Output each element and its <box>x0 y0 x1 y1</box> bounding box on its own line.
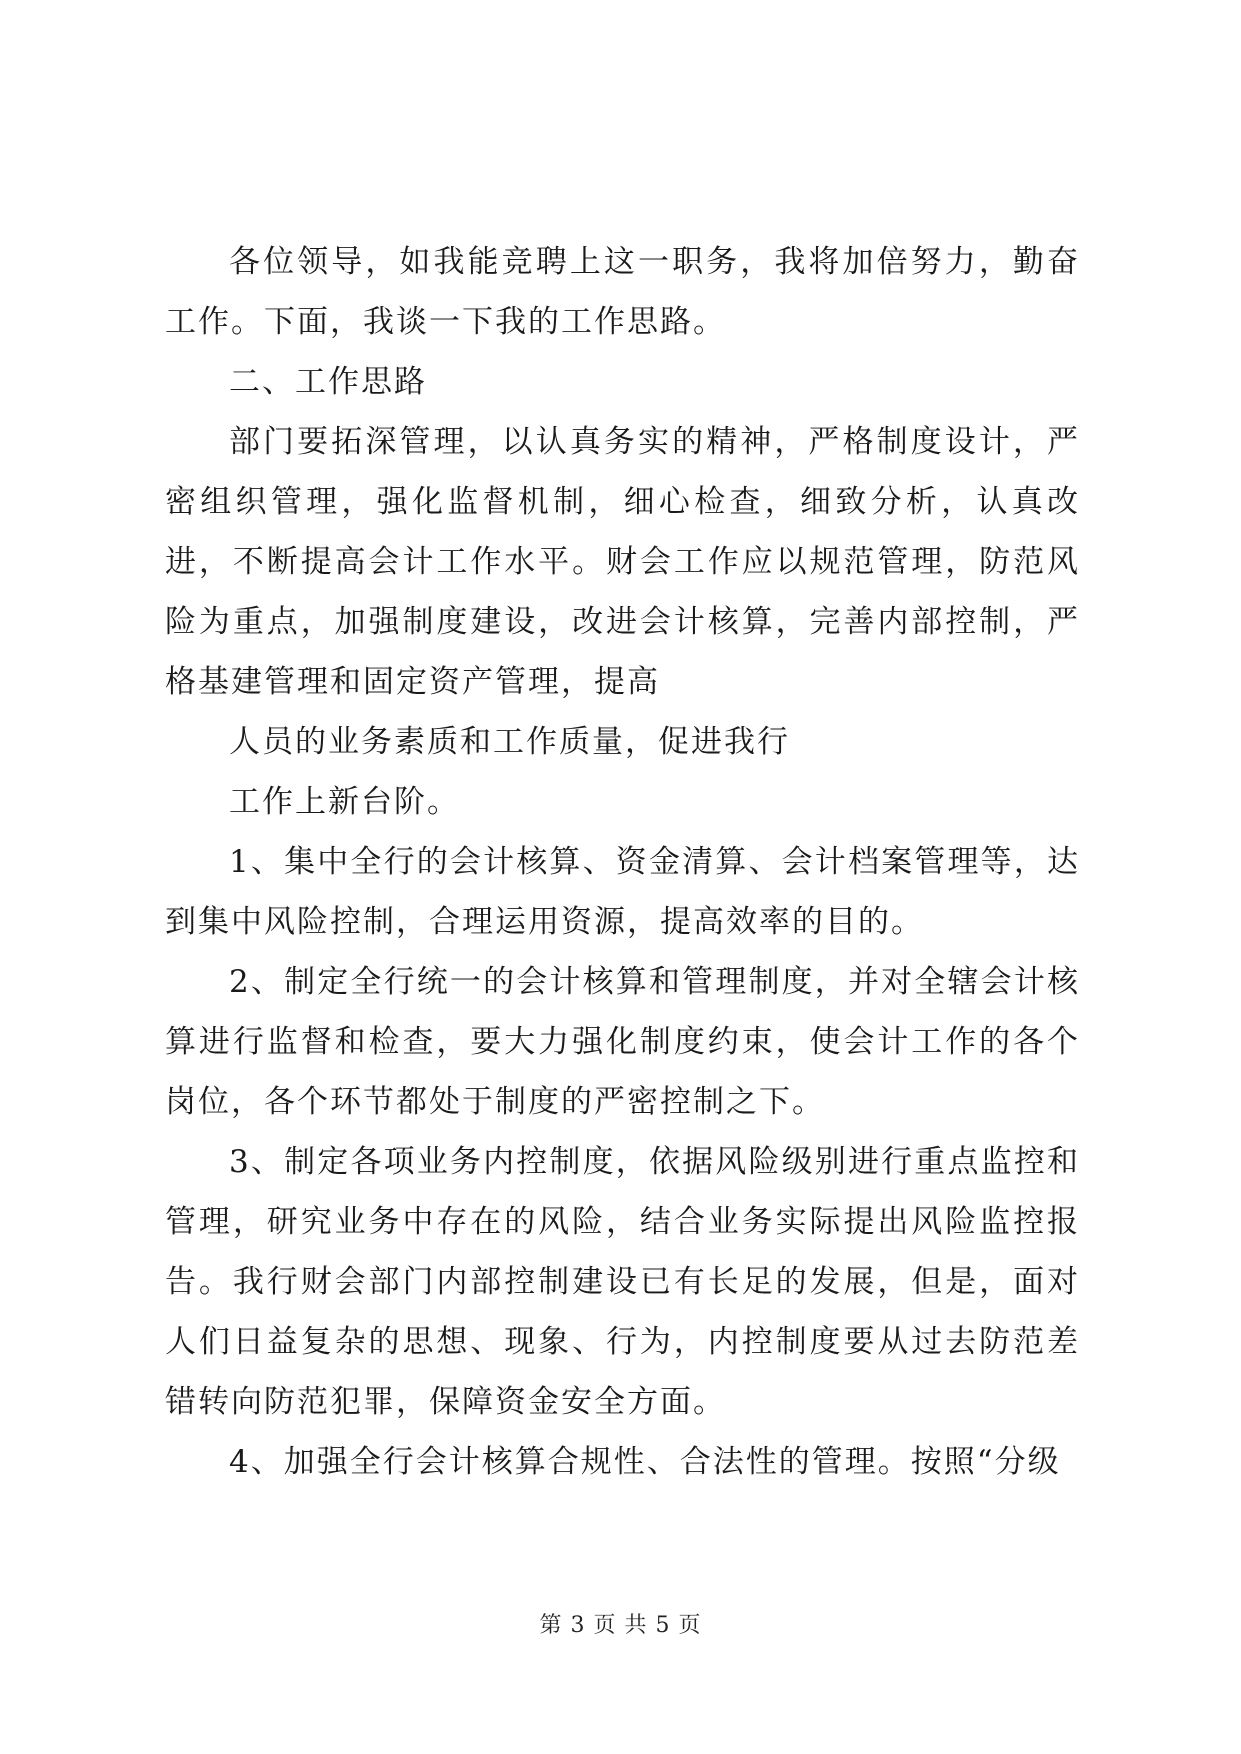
list-item: 3、制定各项业务内控制度，依据风险级别进行重点监控和管理，研究业务中存在的风险，结合业务实际提出风险监控报告。我行财会部门内部控制建设已有长足的发展，但是，面对人们日益复杂的思想、现象、行为，内控制度要从过去防范差错转向防范犯罪，保障资金安全方面。 <box>165 1144 1080 1420</box>
paragraph: 部门要拓深管理，以认真务实的精神，严格制度设计，严密组织管理，强化监督机制，细心检查，细致分析，认真改进，不断提高会计工作水平。财会工作应以规范管理，防范风险为重点，加强制度建设，改进会计核算，完善内部控制，严格基建管理和固定资产管理，提高 <box>165 424 1080 700</box>
document-body <box>165 232 1080 1492</box>
paragraph: 人员的业务素质和工作质量，促进我行 <box>229 724 790 760</box>
section-heading: 二、工作思路 <box>229 364 427 400</box>
list-item: 1、集中全行的会计核算、资金清算、会计档案管理等，达到集中风险控制，合理运用资源，提高效率的目的。 <box>165 844 1080 940</box>
paragraph: 工作上新台阶。 <box>229 784 460 820</box>
list-item: 4、加强全行会计核算合规性、合法性的管理。按照“分级 <box>229 1444 1061 1480</box>
list-item: 2、制定全行统一的会计核算和管理制度，并对全辖会计核算进行监督和检查，要大力强化制度约束，使会计工作的各个岗位，各个环节都处于制度的严密控制之下。 <box>165 964 1080 1120</box>
page-number-label: 第 3 页 共 5 页 <box>539 1613 702 1638</box>
page-footer <box>0 1608 1241 1639</box>
paragraph: 各位领导，如我能竞聘上这一职务，我将加倍努力，勤奋工作。下面，我谈一下我的工作思路。 <box>165 244 1080 340</box>
